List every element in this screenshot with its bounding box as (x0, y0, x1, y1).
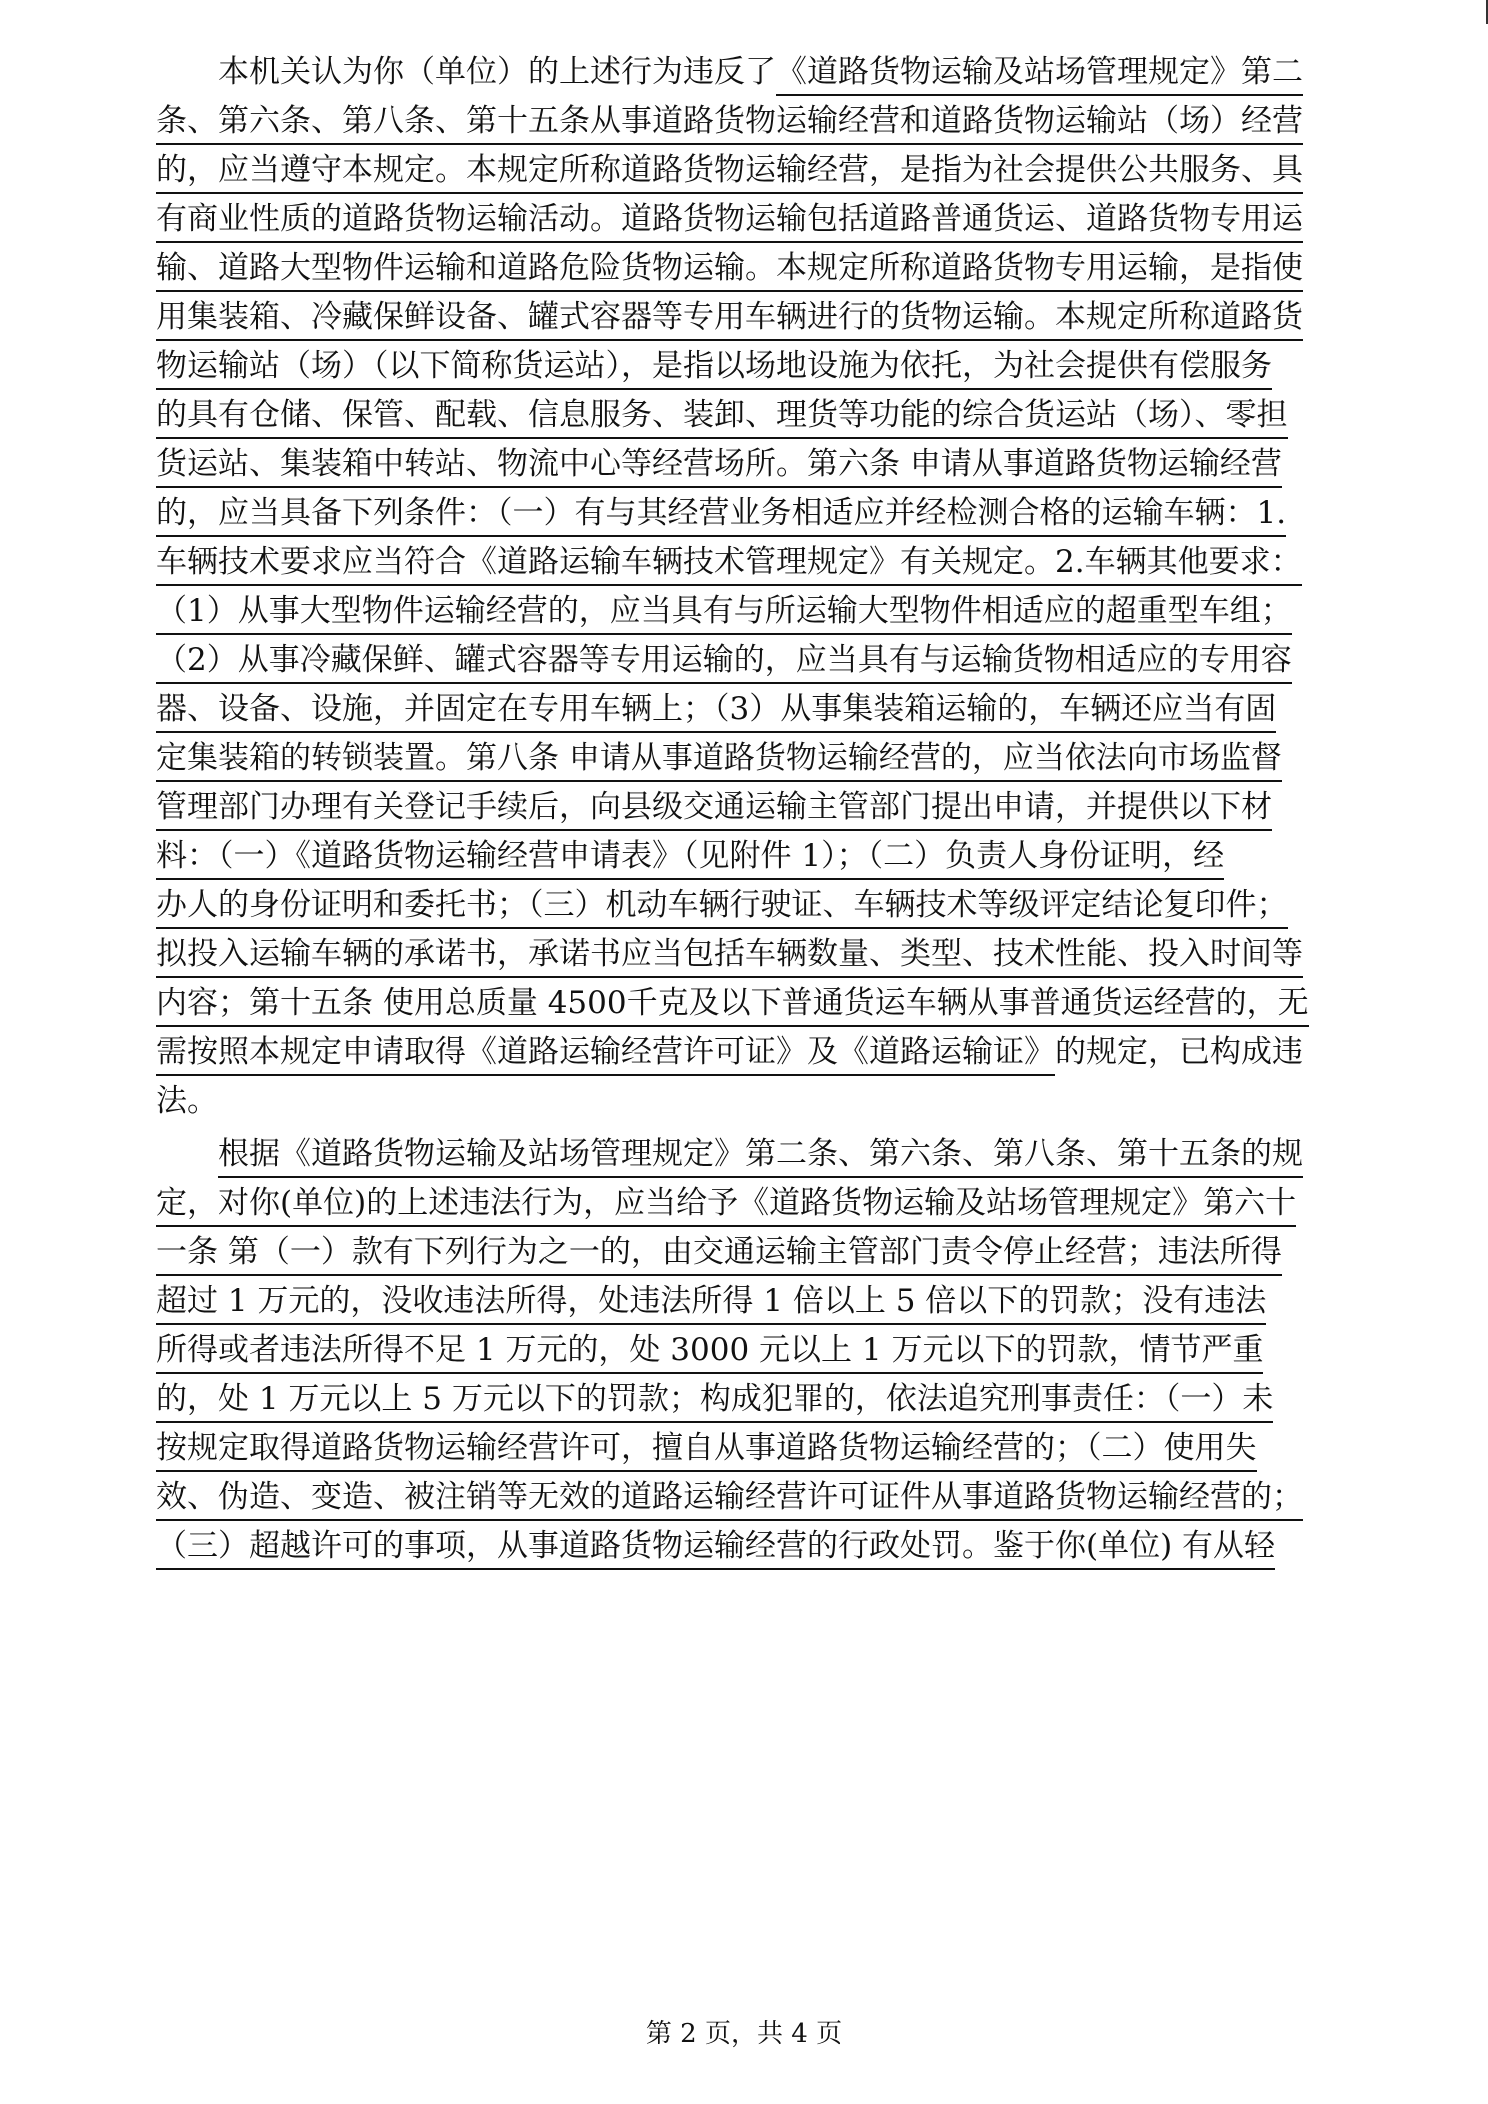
paragraph-1-line-16 (156, 787, 1406, 837)
paragraph-1-line-18 (156, 885, 1406, 935)
paragraph-1-line-17 (156, 836, 1406, 886)
underlined-text: 输、道路大型物件运输和道路危险货物运输。本规定所称道路货物专用运输，是指使 (156, 250, 1303, 292)
underlined-text: 一条 第（一）款有下列行为之一的，由交通运输主管部门责令停止经营；违法所得 (156, 1234, 1282, 1276)
underlined-text: 办人的身份证明和委托书；（三）机动车辆行驶证、车辆技术等级评定结论复印件； (156, 887, 1288, 929)
paragraph-2-line-1 (218, 1134, 1406, 1184)
paragraph-1-line-22 (156, 1081, 1406, 1131)
underlined-text: 拟投入运输车辆的承诺书，承诺书应当包括车辆数量、类型、技术性能、投入时间等 (156, 936, 1303, 978)
paragraph-1-line-13 (156, 640, 1406, 690)
underlined-text: 的，应当遵守本规定。本规定所称道路货物运输经营，是指为社会提供公共服务、具 (156, 152, 1303, 194)
underlined-text: 内容；第十五条 使用总质量 4500千克及以下普通货运车辆从事普通货运经营的，无 (156, 985, 1309, 1027)
underlined-text: 需按照本规定申请取得《道路运输经营许可证》及《道路运输证》 (156, 1034, 1055, 1076)
paragraph-1-tail: 的规定，已构成违 (1055, 1034, 1303, 1070)
paragraph-1-line-20 (156, 983, 1406, 1033)
underlined-text: （三）超越许可的事项，从事道路货物运输经营的行政处罚。鉴于你(单位) 有从轻 (156, 1528, 1275, 1570)
paragraph-1-underlined-text: 《道路货物运输及站场管理规定》第二 (776, 54, 1303, 96)
underlined-text: （2）从事冷藏保鲜、罐式容器等专用运输的，应当具有与运输货物相适应的专用容 (156, 642, 1292, 684)
underlined-text: 用集装箱、冷藏保鲜设备、罐式容器等专用车辆进行的货物运输。本规定所称道路货 (156, 299, 1303, 341)
underlined-text: 所得或者违法所得不足 1 万元的，处 3000 元以上 1 万元以下的罚款，情节严重 (156, 1332, 1263, 1374)
paragraph-1-line-1 (218, 52, 1406, 102)
paragraph-1-line-3 (156, 150, 1406, 200)
page-number-footer: 第 2 页，共 4 页 (645, 2019, 843, 2049)
underlined-text: 车辆技术要求应当符合《道路运输车辆技术管理规定》有关规定。2.车辆其他要求： (156, 544, 1302, 586)
paragraph-1-end: 法。 (156, 1083, 218, 1119)
underlined-text: （1）从事大型物件运输经营的，应当具有与所运输大型物件相适应的超重型车组； (156, 593, 1292, 635)
underlined-text: 定，对你(单位)的上述违法行为，应当给予《道路货物运输及站场管理规定》第六十 (156, 1185, 1296, 1227)
underlined-text: 管理部门办理有关登记手续后，向县级交通运输主管部门提出申请，并提供以下材 (156, 789, 1272, 831)
underlined-text: 的具有仓储、保管、配载、信息服务、装卸、理货等功能的综合货运站（场）、零担 (156, 397, 1288, 439)
paragraph-2-line-4 (156, 1281, 1406, 1331)
paragraph-1-line-10 (156, 493, 1406, 543)
underlined-text: 器、设备、设施，并固定在专用车辆上；（3）从事集装箱运输的，车辆还应当有固 (156, 691, 1276, 733)
paragraph-2-line-8 (156, 1477, 1406, 1527)
paragraph-1-line-5 (156, 248, 1406, 298)
paragraph-1-line-4 (156, 199, 1406, 249)
underlined-text: 的，应当具备下列条件：（一）有与其经营业务相适应并经检测合格的运输车辆：1. (156, 495, 1286, 537)
underlined-text: 料：（一）《道路货物运输经营申请表》（见附件 1）；（二）负责人身份证明，经 (156, 838, 1224, 880)
underlined-text: 的，处 1 万元以上 5 万元以下的罚款；构成犯罪的，依法追究刑事责任：（一）未 (156, 1381, 1273, 1423)
paragraph-1-line-7 (156, 346, 1406, 396)
paragraph-1-line-12 (156, 591, 1406, 641)
underlined-text: 超过 1 万元的，没收违法所得，处违法所得 1 倍以上 5 倍以下的罚款；没有违法 (156, 1283, 1266, 1325)
underlined-text: 条、第六条、第八条、第十五条从事道路货物运输经营和道路货物运输站（场）经营 (156, 103, 1303, 145)
paragraph-1-line-14 (156, 689, 1406, 739)
paragraph-1-line-9 (156, 444, 1406, 494)
paragraph-1-line-19 (156, 934, 1406, 984)
paragraph-2-line-3 (156, 1232, 1406, 1282)
paragraph-2-line-5 (156, 1330, 1406, 1380)
paragraph-1-line-6 (156, 297, 1406, 347)
underlined-text: 根据《道路货物运输及站场管理规定》第二条、第六条、第八条、第十五条的规 (218, 1136, 1303, 1178)
paragraph-1-line-15 (156, 738, 1406, 788)
underlined-text: 按规定取得道路货物运输经营许可，擅自从事道路货物运输经营的；（二）使用失 (156, 1430, 1257, 1472)
underlined-text: 有商业性质的道路货物运输活动。道路货物运输包括道路普通货运、道路货物专用运 (156, 201, 1303, 243)
paragraph-1-line-2 (156, 101, 1406, 151)
paragraph-1-line-8 (156, 395, 1406, 445)
underlined-text: 效、伪造、变造、被注销等无效的道路运输经营许可证件从事道路货物运输经营的； (156, 1479, 1303, 1521)
underlined-text: 定集装箱的转锁装置。第八条 申请从事道路货物运输经营的，应当依法向市场监督 (156, 740, 1282, 782)
underlined-text: 物运输站（场）（以下简称货运站），是指以场地设施为依托，为社会提供有偿服务 (156, 348, 1272, 390)
paragraph-2-line-6 (156, 1379, 1406, 1429)
paragraph-1-line-11 (156, 542, 1406, 592)
paragraph-1-line-21 (156, 1032, 1406, 1082)
underlined-text: 货运站、集装箱中转站、物流中心等经营场所。第六条 申请从事道路货物运输经营 (156, 446, 1282, 488)
paragraph-1-lead: 本机关认为你（单位）的上述行为违反了 (218, 54, 776, 90)
paragraph-2-line-7 (156, 1428, 1406, 1478)
paragraph-2-line-9 (156, 1526, 1406, 1576)
paragraph-2-line-2 (156, 1183, 1406, 1233)
